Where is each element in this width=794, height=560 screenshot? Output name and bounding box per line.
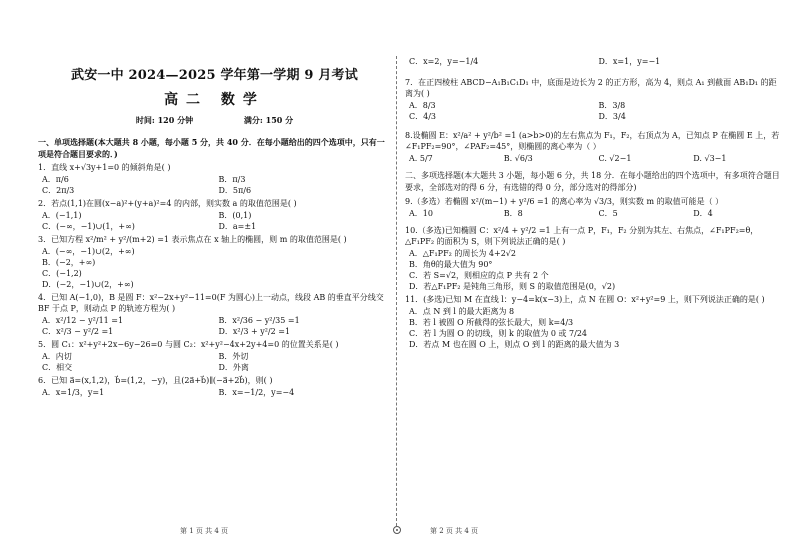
question-2: 2．若点(1,1)在圆(x−a)²+(y+a)²=4 的内部，则实数 a 的取值范围是( ) [38,199,297,208]
option: C．4/3 [409,112,436,121]
option: D．x=1，y=−1 [598,57,661,66]
right-page [397,0,794,560]
option: C．x²/3 − y²/2 =1 [42,327,114,336]
option: C．若 S=√2，则相应的点 P 共有 2 个 [409,271,549,280]
option: D．x²/3 + y²/2 =1 [218,327,291,336]
option: A．内切 [42,352,72,361]
question-5: 5．圆 C₁：x²+y²+2x−6y−26=0 与圆 C₂：x²+y²−4x+2y+4=0 的位置关系是( ) [38,340,339,349]
option: C．相交 [42,363,73,372]
option: B．x=−1/2，y=−4 [218,388,295,397]
exam-subtitle: 高二 数学 [164,92,265,108]
question-7: 7．在正四棱柱 ABCD−A₁B₁C₁D₁ 中，底面是边长为 2 的正方形，高为 4，则点 A₁ 到截面 AB₁D₁ 的距离为( ) [405,78,777,98]
option: D．(−2，−1)∪(2，+∞) [42,280,134,289]
question-3-options [38,246,391,290]
exam-meta [38,115,391,126]
option: C. √2−1 [598,154,632,163]
option: D．4 [693,209,713,218]
question-1-options [38,174,391,196]
question-9: 9.（多选）若椭圆 x²/(m−1) + y²/6 =1 的离心率为 √3/3，则实数 m 的取值可能是（ ） [405,197,724,206]
option: C．(−∞，−1)∪(1，+∞) [42,222,135,231]
option: C．2π/3 [42,186,75,195]
option: C．5 [598,209,618,218]
option: A．π/6 [42,175,69,184]
option: A. 5/7 [409,154,433,163]
option: A．(−1,1) [42,211,82,220]
question-6-options [38,387,391,398]
option: B．3/8 [598,101,626,110]
question-8-options [405,153,784,164]
question-11-options [405,306,784,350]
section-2-header: 二、多项选择题(本大题共 3 小题，每小题 6 分，共 18 分．在每小题给出的四个选项中，有多项符合题目要求，全部选对的得 6 分，有选错的得 0 分，部分选对的得部分) [405,171,780,192]
question-6-options-cont [405,56,784,67]
question-10-options [405,248,784,292]
option: D．5π/6 [218,186,252,195]
option: B．8 [503,209,523,218]
footer-page-right: 第 2 页 共 4 页 [430,527,479,535]
question-4: 4．已知 A(−1,0)，B 是圆 F：x²−2x+y²−11=0(F 为圆心)上一动点，线段 AB 的垂直平分线交 BF 于点 P，则动点 P 的轨迹方程为( ) [38,293,384,313]
option: A．△F₁PF₂ 的周长为 4+2√2 [409,249,516,258]
option: A．x²/12 − y²/11 =1 [42,316,124,325]
option: B．若 l 被圆 O 所截得的弦长最大，则 k=4/3 [409,318,574,327]
question-2-options [38,210,391,232]
option: D. √3−1 [693,154,727,163]
question-8: 8.设椭圆 E：x²/a² + y²/b² =1 (a>b>0)的左右焦点为 F₁，F₂，右顶点为 A，已知点 P 在椭圆 E 上，若∠F₁PF₂=90°，∠PAF₂=45°，则椭圆的离心率为（ ） [405,131,780,151]
question-10: 10.（多选)已知椭圆 C：x²/4 + y²/2 =1 上有一点 P，F₁，F₂ 分别为其左、右焦点，∠F₁PF₂=θ，△F₁PF₂ 的面积为 S，则下列说法正确的是( ) [405,226,759,246]
footer-page-left: 第 1 页 共 4 页 [180,527,229,535]
option: B．角θ的最大值为 90° [409,260,493,269]
option: D．a=±1 [218,222,257,231]
question-9-options [405,208,784,219]
exam-time: 时间: 120 分钟 [135,115,194,125]
option: B．外切 [218,352,249,361]
option: D．3/4 [598,112,626,121]
option: D．外离 [218,363,249,372]
option: B．(0,1) [218,211,252,220]
option: C．x=2，y=−1/4 [409,57,479,66]
option: A．8/3 [409,101,436,110]
option: A．(−∞，−1)∪(2，+∞) [42,247,135,256]
question-6: 6．已知 a⃗=(x,1,2)，b⃗=(1,2，−y)，且(2a⃗+b⃗)∥(−a⃗+2b⃗)，则( ) [38,376,273,385]
question-7-options [405,100,784,122]
option: D．若点 M 也在圆 O 上，则点 O 到 l 的距离的最大值为 3 [409,340,620,349]
question-5-options [38,351,391,373]
option: A．点 N 到 l 的最大距离为 8 [409,307,515,316]
question-11: 11．(多选)已知 M 在直线 l：y−4=k(x−3)上，点 N 在圆 O：x²+y²=9 上，则下列说法正确的是( ) [405,295,765,304]
question-3: 3．已知方程 x²/m² + y²/(m+2) =1 表示焦点在 x 轴上的椭圆，则 m 的取值范围是( ) [38,235,347,244]
option: B. √6/3 [503,154,533,163]
exam-score: 满分: 150 分 [243,115,294,125]
exam-title: 武安一中 2024—2025 学年第一学期 9 月考试 [71,68,358,83]
option: D．若△F₁PF₂ 是钝角三角形，则 S 的取值范围是(0，√2) [409,282,616,291]
option: A．x=1/3，y=1 [42,388,105,397]
option: B．π/3 [218,175,246,184]
binding-hole-icon [393,526,401,534]
option: A．10 [409,209,433,218]
question-1: 1．直线 x+√3y+1=0 的倾斜角是( ) [38,163,171,172]
option: B．x²/36 − y²/35 =1 [218,316,300,325]
option: C．若 l 为圆 O 的切线，则 k 的取值为 0 或 7/24 [409,329,588,338]
option: C．(−1,2) [42,269,82,278]
section-1-header: 一、单项选择题(本大题共 8 小题，每小题 5 分，共 40 分．在每小题给出的四个选项中，只有一项是符合题目要求的．) [38,137,385,159]
option: B．(−2，+∞) [42,258,96,267]
question-4-options [38,315,391,337]
